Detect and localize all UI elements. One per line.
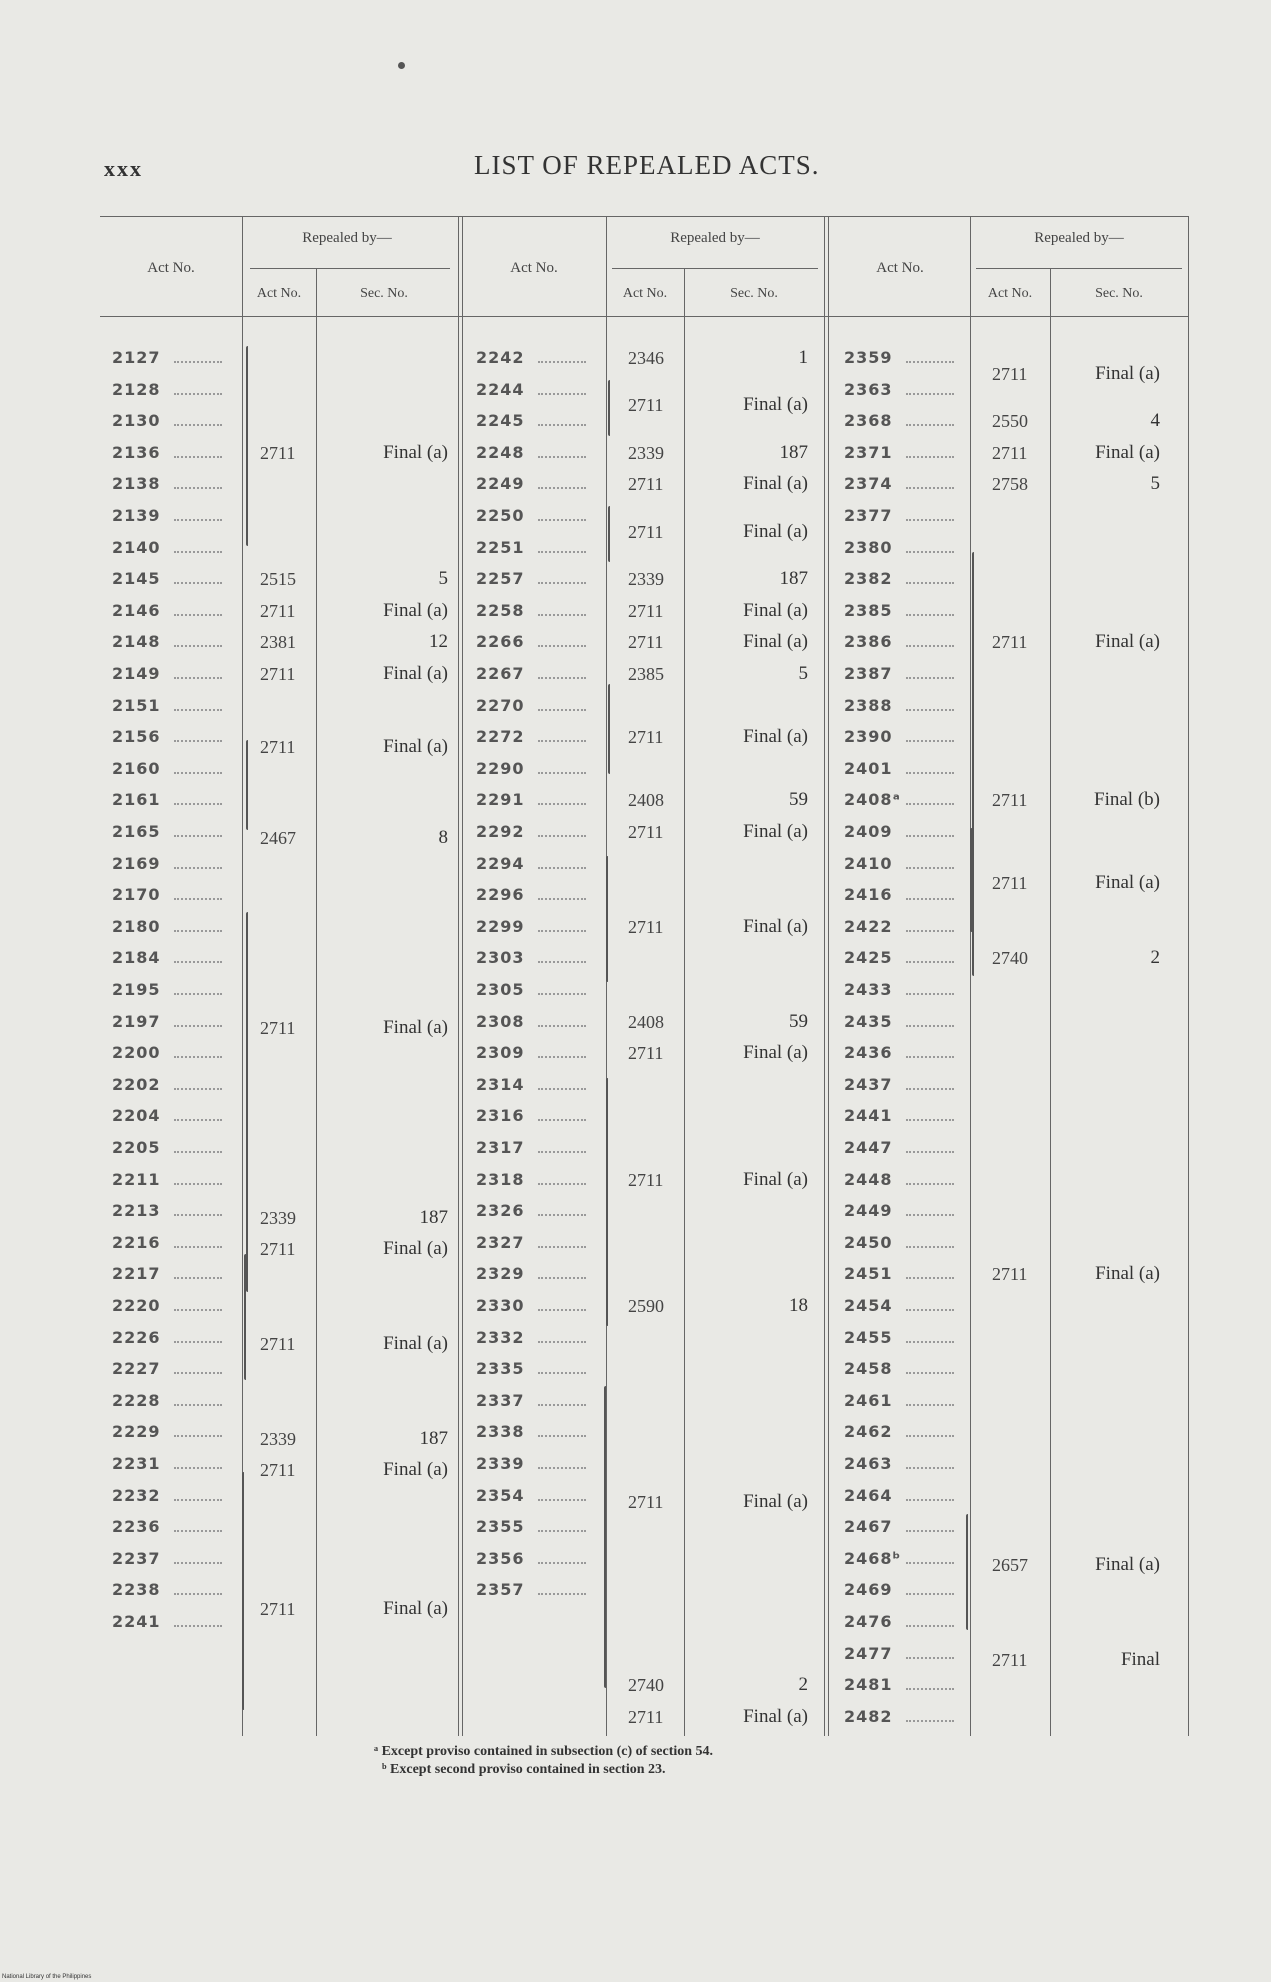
section-number: Final (a) (1095, 1263, 1160, 1285)
repealing-act-number: 2711 (992, 790, 1028, 811)
repealing-act-number: 2711 (260, 1460, 296, 1481)
act-number: 2461 (844, 1390, 893, 1410)
act-number: 2458 (844, 1359, 893, 1379)
header-sub-sec-3: Sec. No. (1095, 286, 1143, 301)
footnote-a: ᵃ Except proviso contained in subsection (c) of section 54. (374, 1744, 714, 1759)
act-number: 2338 (476, 1422, 525, 1442)
section-number: Final (a) (383, 1459, 448, 1481)
repealing-act-number: 2711 (628, 822, 664, 842)
act-number: 2462 (844, 1422, 893, 1442)
repealing-act-number: 2711 (260, 442, 296, 463)
header-repealed-by-2: Repealed by— (670, 230, 760, 246)
act-number: 2339 (476, 1454, 525, 1473)
repealing-act-number: 2381 (260, 632, 296, 653)
act-number: 2482 (844, 1706, 893, 1726)
act-number: 2451 (844, 1264, 893, 1284)
repealing-act-number: 2657 (992, 1555, 1028, 1576)
act-number: 2416 (844, 885, 893, 905)
act-number: 2220 (112, 1296, 161, 1315)
repealed-acts-table (100, 216, 1188, 1736)
section-number: 59 (789, 1010, 808, 1032)
act-number: 2386 (844, 632, 893, 652)
act-number: 2267 (476, 664, 525, 683)
act-number: 2204 (112, 1106, 161, 1126)
act-number: 2139 (112, 506, 161, 525)
repealing-act-number: 2467 (260, 828, 296, 849)
page-number: xxx (104, 156, 143, 181)
act-number: 2450 (844, 1232, 893, 1252)
repealing-act-number: 2740 (628, 1675, 664, 1696)
section-number: Final (a) (743, 726, 808, 748)
act-number: 2156 (112, 727, 161, 747)
act-number: 2299 (476, 916, 525, 936)
section-number: Final (a) (743, 631, 808, 653)
section-number: Final (a) (383, 1016, 448, 1038)
repealing-act-number: 2346 (628, 348, 664, 368)
act-number: 2441 (844, 1106, 893, 1126)
header-sub-act-1: Act No. (256, 286, 302, 301)
section-number: Final (a) (743, 599, 808, 621)
section-number: Final (a) (383, 1332, 448, 1354)
section-number: 1 (798, 347, 808, 368)
act-number: 2195 (112, 980, 161, 999)
act-number: 2303 (476, 948, 525, 968)
act-number: 2357 (476, 1580, 525, 1600)
section-number: Final (a) (383, 735, 448, 757)
header-repealed-by-1: Repealed by— (302, 230, 392, 246)
act-number: 2380 (844, 537, 893, 557)
section-number: 187 (419, 1427, 448, 1449)
act-number: 2232 (112, 1485, 161, 1505)
act-number: 2200 (112, 1043, 161, 1063)
act-number: 2180 (112, 916, 161, 936)
section-number: Final (a) (743, 394, 808, 416)
act-number: 2205 (112, 1138, 161, 1157)
repealing-act-number: 2711 (992, 632, 1028, 653)
repealing-act-number: 2339 (628, 569, 664, 590)
act-number: 2374 (844, 474, 893, 494)
section-number: Final (a) (1095, 871, 1160, 893)
act-number: 2408ᵃ (844, 790, 901, 810)
act-number: 2355 (476, 1517, 525, 1537)
act-number: 2377 (844, 506, 893, 525)
act-number: 2469 (844, 1580, 893, 1600)
act-number: 2197 (112, 1011, 161, 1031)
act-number: 2272 (476, 727, 525, 747)
footnote-b: ᵇ Except second proviso contained in section 23. (382, 1762, 666, 1777)
act-number: 2244 (476, 379, 525, 399)
repealing-act-number: 2515 (260, 569, 296, 590)
act-number: 2145 (112, 569, 161, 589)
act-number: 2130 (112, 411, 161, 431)
act-number: 2387 (844, 664, 893, 683)
act-number: 2270 (476, 695, 525, 715)
act-number: 2435 (844, 1011, 893, 1031)
act-number: 2213 (112, 1201, 161, 1221)
section-number: Final (a) (743, 915, 808, 937)
act-number: 2128 (112, 379, 161, 399)
section-number: Final (a) (1095, 362, 1160, 384)
act-number: 2245 (476, 411, 525, 431)
section-number: 5 (798, 663, 808, 684)
section-number: Final (1120, 1648, 1160, 1670)
ink-dot (398, 62, 405, 69)
repealing-act-number: 2711 (628, 916, 664, 937)
repealing-act-number: 2408 (628, 1011, 664, 1032)
repealing-act-number: 2711 (628, 395, 664, 416)
act-number: 2467 (844, 1517, 893, 1537)
act-number: 2314 (476, 1074, 525, 1094)
section-number: 187 (779, 441, 808, 463)
act-number: 2258 (476, 600, 525, 620)
section-number: 59 (789, 789, 808, 811)
act-number: 2326 (476, 1201, 525, 1221)
act-number: 2371 (844, 442, 893, 462)
library-credit: National Library of the Philippines (2, 1974, 92, 1980)
header-repealed-by-3: Repealed by— (1034, 230, 1124, 246)
act-number: 2356 (476, 1548, 525, 1568)
section-number: 5 (438, 568, 448, 590)
repealing-act-number: 2711 (992, 1649, 1028, 1670)
repealing-act-number: 2711 (260, 1333, 296, 1354)
section-number: Final (a) (383, 1238, 448, 1260)
section-number: Final (a) (383, 441, 448, 463)
header-sub-sec-1: Sec. No. (360, 286, 408, 301)
act-number: 2217 (112, 1264, 161, 1284)
act-number: 2476 (844, 1612, 893, 1631)
section-number: Final (a) (383, 663, 448, 684)
act-number: 2266 (476, 632, 525, 652)
act-number: 2241 (112, 1612, 161, 1631)
act-number: 2433 (844, 980, 893, 999)
repealing-act-number: 2711 (628, 1169, 664, 1190)
act-number: 2151 (112, 695, 161, 715)
section-number: 5 (1150, 473, 1160, 495)
section-number: 187 (419, 1206, 448, 1228)
repealing-act-number: 2590 (628, 1296, 664, 1316)
repealing-act-number: 2711 (628, 600, 664, 621)
repealing-act-number: 2711 (260, 1599, 296, 1620)
repealing-act-number: 2339 (260, 1207, 296, 1228)
repealing-act-number: 2711 (260, 1017, 296, 1038)
repealing-act-number: 2740 (992, 948, 1028, 969)
section-number: Final (a) (743, 1705, 808, 1727)
act-number: 2332 (476, 1327, 525, 1347)
repealing-act-number: 2711 (992, 363, 1028, 384)
act-number: 2422 (844, 916, 893, 936)
repealing-act-number: 2711 (992, 442, 1028, 463)
act-number: 2229 (112, 1422, 161, 1442)
act-number: 2170 (112, 885, 161, 905)
section-number: 2 (798, 1674, 808, 1696)
page-title: LIST OF REPEALED ACTS. (474, 150, 820, 180)
repealing-act-number: 2711 (260, 600, 296, 621)
section-number: Final (a) (743, 473, 808, 495)
act-number: 2385 (844, 600, 893, 620)
repealing-act-number: 2550 (992, 411, 1028, 432)
act-number: 2318 (476, 1169, 525, 1189)
act-number: 2250 (476, 506, 525, 525)
act-number: 2251 (476, 537, 525, 557)
section-number: 2 (1150, 947, 1160, 969)
section-number: 12 (429, 631, 448, 653)
section-number: Final (a) (1095, 631, 1160, 653)
act-number: 2448 (844, 1169, 893, 1189)
act-number: 2231 (112, 1454, 161, 1473)
act-number: 2202 (112, 1074, 161, 1094)
repealing-act-number: 2758 (992, 474, 1028, 495)
act-number: 2237 (112, 1548, 161, 1568)
act-number: 2454 (844, 1296, 893, 1315)
repealing-act-number: 2408 (628, 790, 664, 811)
repealing-act-number: 2711 (992, 872, 1028, 893)
act-number: 2296 (476, 885, 525, 905)
repealing-act-number: 2339 (260, 1428, 296, 1449)
repealing-act-number: 2711 (260, 736, 296, 757)
section-number: Final (a) (743, 1490, 808, 1512)
section-number: Final (a) (383, 1598, 448, 1620)
section-number: Final (a) (743, 821, 808, 842)
act-number: 2127 (112, 348, 161, 367)
header-act-no-2: Act No. (510, 260, 558, 276)
act-number: 2242 (476, 348, 525, 367)
act-number: 2410 (844, 853, 893, 873)
section-number: Final (a) (743, 1042, 808, 1064)
act-number: 2401 (844, 758, 893, 778)
section-number: Final (b) (1094, 789, 1160, 811)
act-number: 2292 (476, 822, 525, 841)
act-number: 2455 (844, 1327, 893, 1347)
header-act-no-3: Act No. (876, 260, 924, 276)
act-number: 2136 (112, 442, 161, 462)
section-number: 4 (1150, 410, 1160, 432)
repealing-act-number: 2339 (628, 442, 664, 463)
act-number: 2363 (844, 379, 893, 399)
repealing-act-number: 2711 (260, 664, 296, 684)
act-number: 2468ᵇ (844, 1548, 902, 1568)
act-number: 2161 (112, 790, 161, 810)
act-number: 2447 (844, 1138, 893, 1157)
repealing-act-number: 2711 (260, 1239, 296, 1260)
act-number: 2359 (844, 348, 893, 367)
act-number: 2291 (476, 790, 525, 810)
header-act-no-1: Act No. (147, 260, 195, 276)
act-number: 2329 (476, 1264, 525, 1284)
section-number: 18 (789, 1295, 808, 1316)
repealing-act-number: 2711 (628, 1706, 664, 1727)
act-number: 2290 (476, 758, 525, 778)
act-number: 2382 (844, 569, 893, 589)
section-number: Final (a) (383, 599, 448, 621)
act-number: 2317 (476, 1138, 525, 1157)
section-number: 8 (438, 827, 448, 849)
act-number: 2169 (112, 853, 161, 873)
repealing-act-number: 2711 (628, 1491, 664, 1512)
section-number: Final (a) (743, 520, 808, 542)
repealing-act-number: 2711 (992, 1264, 1028, 1285)
act-number: 2294 (476, 853, 525, 873)
act-number: 2165 (112, 822, 161, 841)
act-number: 2425 (844, 948, 893, 968)
header-sub-act-3: Act No. (987, 286, 1033, 301)
act-number: 2138 (112, 474, 161, 494)
act-number: 2464 (844, 1485, 893, 1505)
act-number: 2148 (112, 632, 161, 652)
act-number: 2449 (844, 1201, 893, 1221)
act-number: 2337 (476, 1390, 525, 1410)
act-number: 2388 (844, 695, 893, 715)
repealing-act-number: 2711 (628, 474, 664, 495)
act-number: 2160 (112, 758, 161, 778)
act-number: 2228 (112, 1390, 161, 1410)
repealing-act-number: 2385 (628, 664, 664, 684)
act-number: 2184 (112, 948, 161, 968)
act-number: 2257 (476, 569, 525, 589)
act-number: 2354 (476, 1485, 525, 1505)
act-number: 2149 (112, 664, 161, 683)
act-number: 2335 (476, 1359, 525, 1379)
repealing-act-number: 2711 (628, 1043, 664, 1064)
act-number: 2216 (112, 1232, 161, 1252)
act-number: 2481 (844, 1675, 893, 1695)
section-number: Final (a) (743, 1168, 808, 1190)
act-number: 2238 (112, 1580, 161, 1600)
section-number: 187 (779, 568, 808, 590)
act-number: 2368 (844, 411, 893, 431)
act-number: 2330 (476, 1296, 525, 1315)
act-number: 2390 (844, 727, 893, 747)
act-number: 2436 (844, 1043, 893, 1063)
act-number: 2248 (476, 442, 525, 462)
act-number: 2316 (476, 1106, 525, 1126)
act-number: 2327 (476, 1232, 525, 1252)
act-number: 2211 (112, 1169, 161, 1189)
act-number: 2477 (844, 1643, 893, 1663)
repealing-act-number: 2711 (628, 727, 664, 748)
section-number: Final (a) (1095, 1554, 1160, 1576)
act-number: 2305 (476, 980, 525, 999)
act-number: 2227 (112, 1359, 161, 1379)
act-number: 2226 (112, 1327, 161, 1347)
act-number: 2409 (844, 822, 893, 841)
header-sub-act-2: Act No. (622, 286, 668, 301)
act-number: 2437 (844, 1074, 893, 1094)
header-sub-sec-2: Sec. No. (730, 286, 778, 301)
act-number: 2249 (476, 474, 525, 494)
act-number: 2463 (844, 1454, 893, 1473)
act-number: 2236 (112, 1517, 161, 1537)
act-number: 2140 (112, 537, 161, 557)
repealing-act-number: 2711 (628, 632, 664, 653)
act-number: 2309 (476, 1043, 525, 1063)
repealing-act-number: 2711 (628, 521, 664, 542)
act-number: 2146 (112, 600, 161, 620)
section-number: Final (a) (1095, 441, 1160, 463)
act-number: 2308 (476, 1011, 525, 1031)
